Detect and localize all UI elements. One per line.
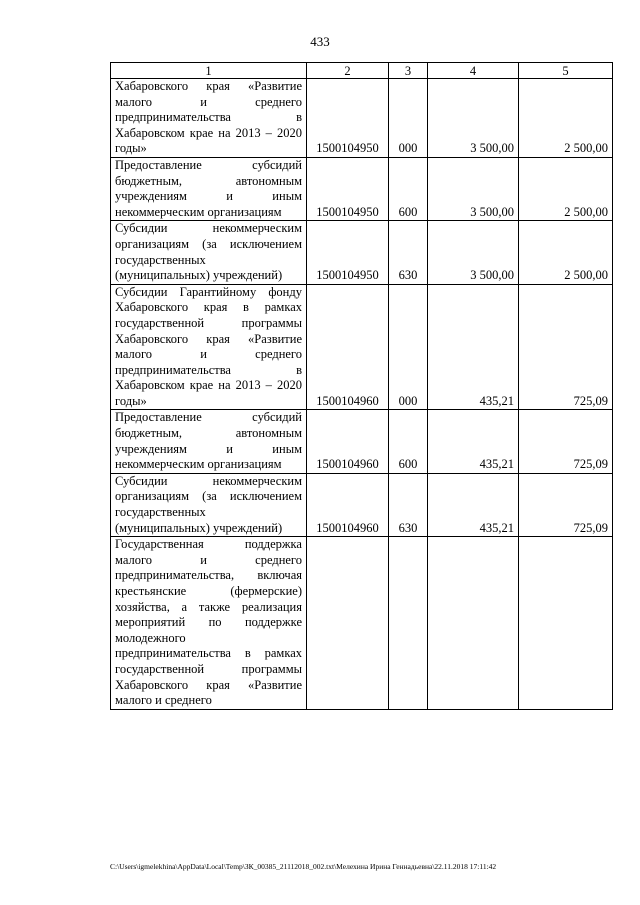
row-name: Субсидии Гарантийному фонду Хабаровского края в рамках государственной программы Хабаровского края «Развитие малого и среднего предпринимательства в Хабаровском крае на 2013 – 2020 годы» bbox=[111, 284, 307, 410]
row-value-2 bbox=[519, 537, 613, 710]
row-code bbox=[307, 537, 389, 710]
row-type: 600 bbox=[389, 157, 428, 220]
row-value-1: 435,21 bbox=[428, 410, 519, 473]
row-code: 1500104960 bbox=[307, 410, 389, 473]
row-name: Субсидии некоммерческим организациям (за исключением государственных (муниципальных) учреждений) bbox=[111, 221, 307, 284]
row-value-2: 2 500,00 bbox=[519, 221, 613, 284]
table-row bbox=[111, 473, 613, 536]
row-value-1: 435,21 bbox=[428, 473, 519, 536]
table-row bbox=[111, 157, 613, 220]
row-name: Субсидии некоммерческим организациям (за исключением государственных (муниципальных) учреждений) bbox=[111, 473, 307, 536]
header-col-1: 1 bbox=[111, 63, 307, 79]
header-col-2: 2 bbox=[307, 63, 389, 79]
row-name: Предоставление субсидий бюджетным, автономным учреждениям и иным некоммерческим организациям bbox=[111, 410, 307, 473]
row-value-2: 725,09 bbox=[519, 473, 613, 536]
row-name: Государственная поддержка малого и среднего предпринимательства, включая крестьянские (фермерские) хозяйства, а также реализация мероприятий по поддержке молодежного предпринимательства в рамках государственной программы Хабаровского края «Развитие малого и среднего bbox=[111, 537, 307, 710]
row-type: 630 bbox=[389, 221, 428, 284]
row-value-2: 725,09 bbox=[519, 284, 613, 410]
row-value-2: 2 500,00 bbox=[519, 157, 613, 220]
row-type: 630 bbox=[389, 473, 428, 536]
budget-table bbox=[110, 62, 613, 710]
row-name: Хабаровского края «Развитие малого и среднего предпринимательства в Хабаровском крае на 2013 – 2020 годы» bbox=[111, 79, 307, 158]
row-code: 1500104960 bbox=[307, 284, 389, 410]
table-row bbox=[111, 221, 613, 284]
row-value-1: 3 500,00 bbox=[428, 157, 519, 220]
row-type: 600 bbox=[389, 410, 428, 473]
row-value-1 bbox=[428, 537, 519, 710]
table-row bbox=[111, 537, 613, 710]
header-col-3: 3 bbox=[389, 63, 428, 79]
row-type bbox=[389, 537, 428, 710]
table-row bbox=[111, 410, 613, 473]
row-value-1: 3 500,00 bbox=[428, 79, 519, 158]
row-value-2: 725,09 bbox=[519, 410, 613, 473]
header-col-4: 4 bbox=[428, 63, 519, 79]
row-type: 000 bbox=[389, 79, 428, 158]
page-number: 433 bbox=[310, 34, 330, 49]
row-code: 1500104950 bbox=[307, 157, 389, 220]
table-row bbox=[111, 79, 613, 158]
header-col-5: 5 bbox=[519, 63, 613, 79]
row-code: 1500104950 bbox=[307, 221, 389, 284]
row-value-1: 3 500,00 bbox=[428, 221, 519, 284]
row-code: 1500104960 bbox=[307, 473, 389, 536]
header-row bbox=[111, 63, 613, 79]
row-code: 1500104950 bbox=[307, 79, 389, 158]
document-footer-path: C:\Users\igmelekhina\AppData\Local\Temp\ЗК_00385_21112018_002.txt\Мелехина Ирина Геннадьевна\22.11.2018 17:11:42 bbox=[110, 862, 497, 871]
row-name: Предоставление субсидий бюджетным, автономным учреждениям и иным некоммерческим организациям bbox=[111, 157, 307, 220]
row-value-1: 435,21 bbox=[428, 284, 519, 410]
table-row bbox=[111, 284, 613, 410]
row-type: 000 bbox=[389, 284, 428, 410]
row-value-2: 2 500,00 bbox=[519, 79, 613, 158]
